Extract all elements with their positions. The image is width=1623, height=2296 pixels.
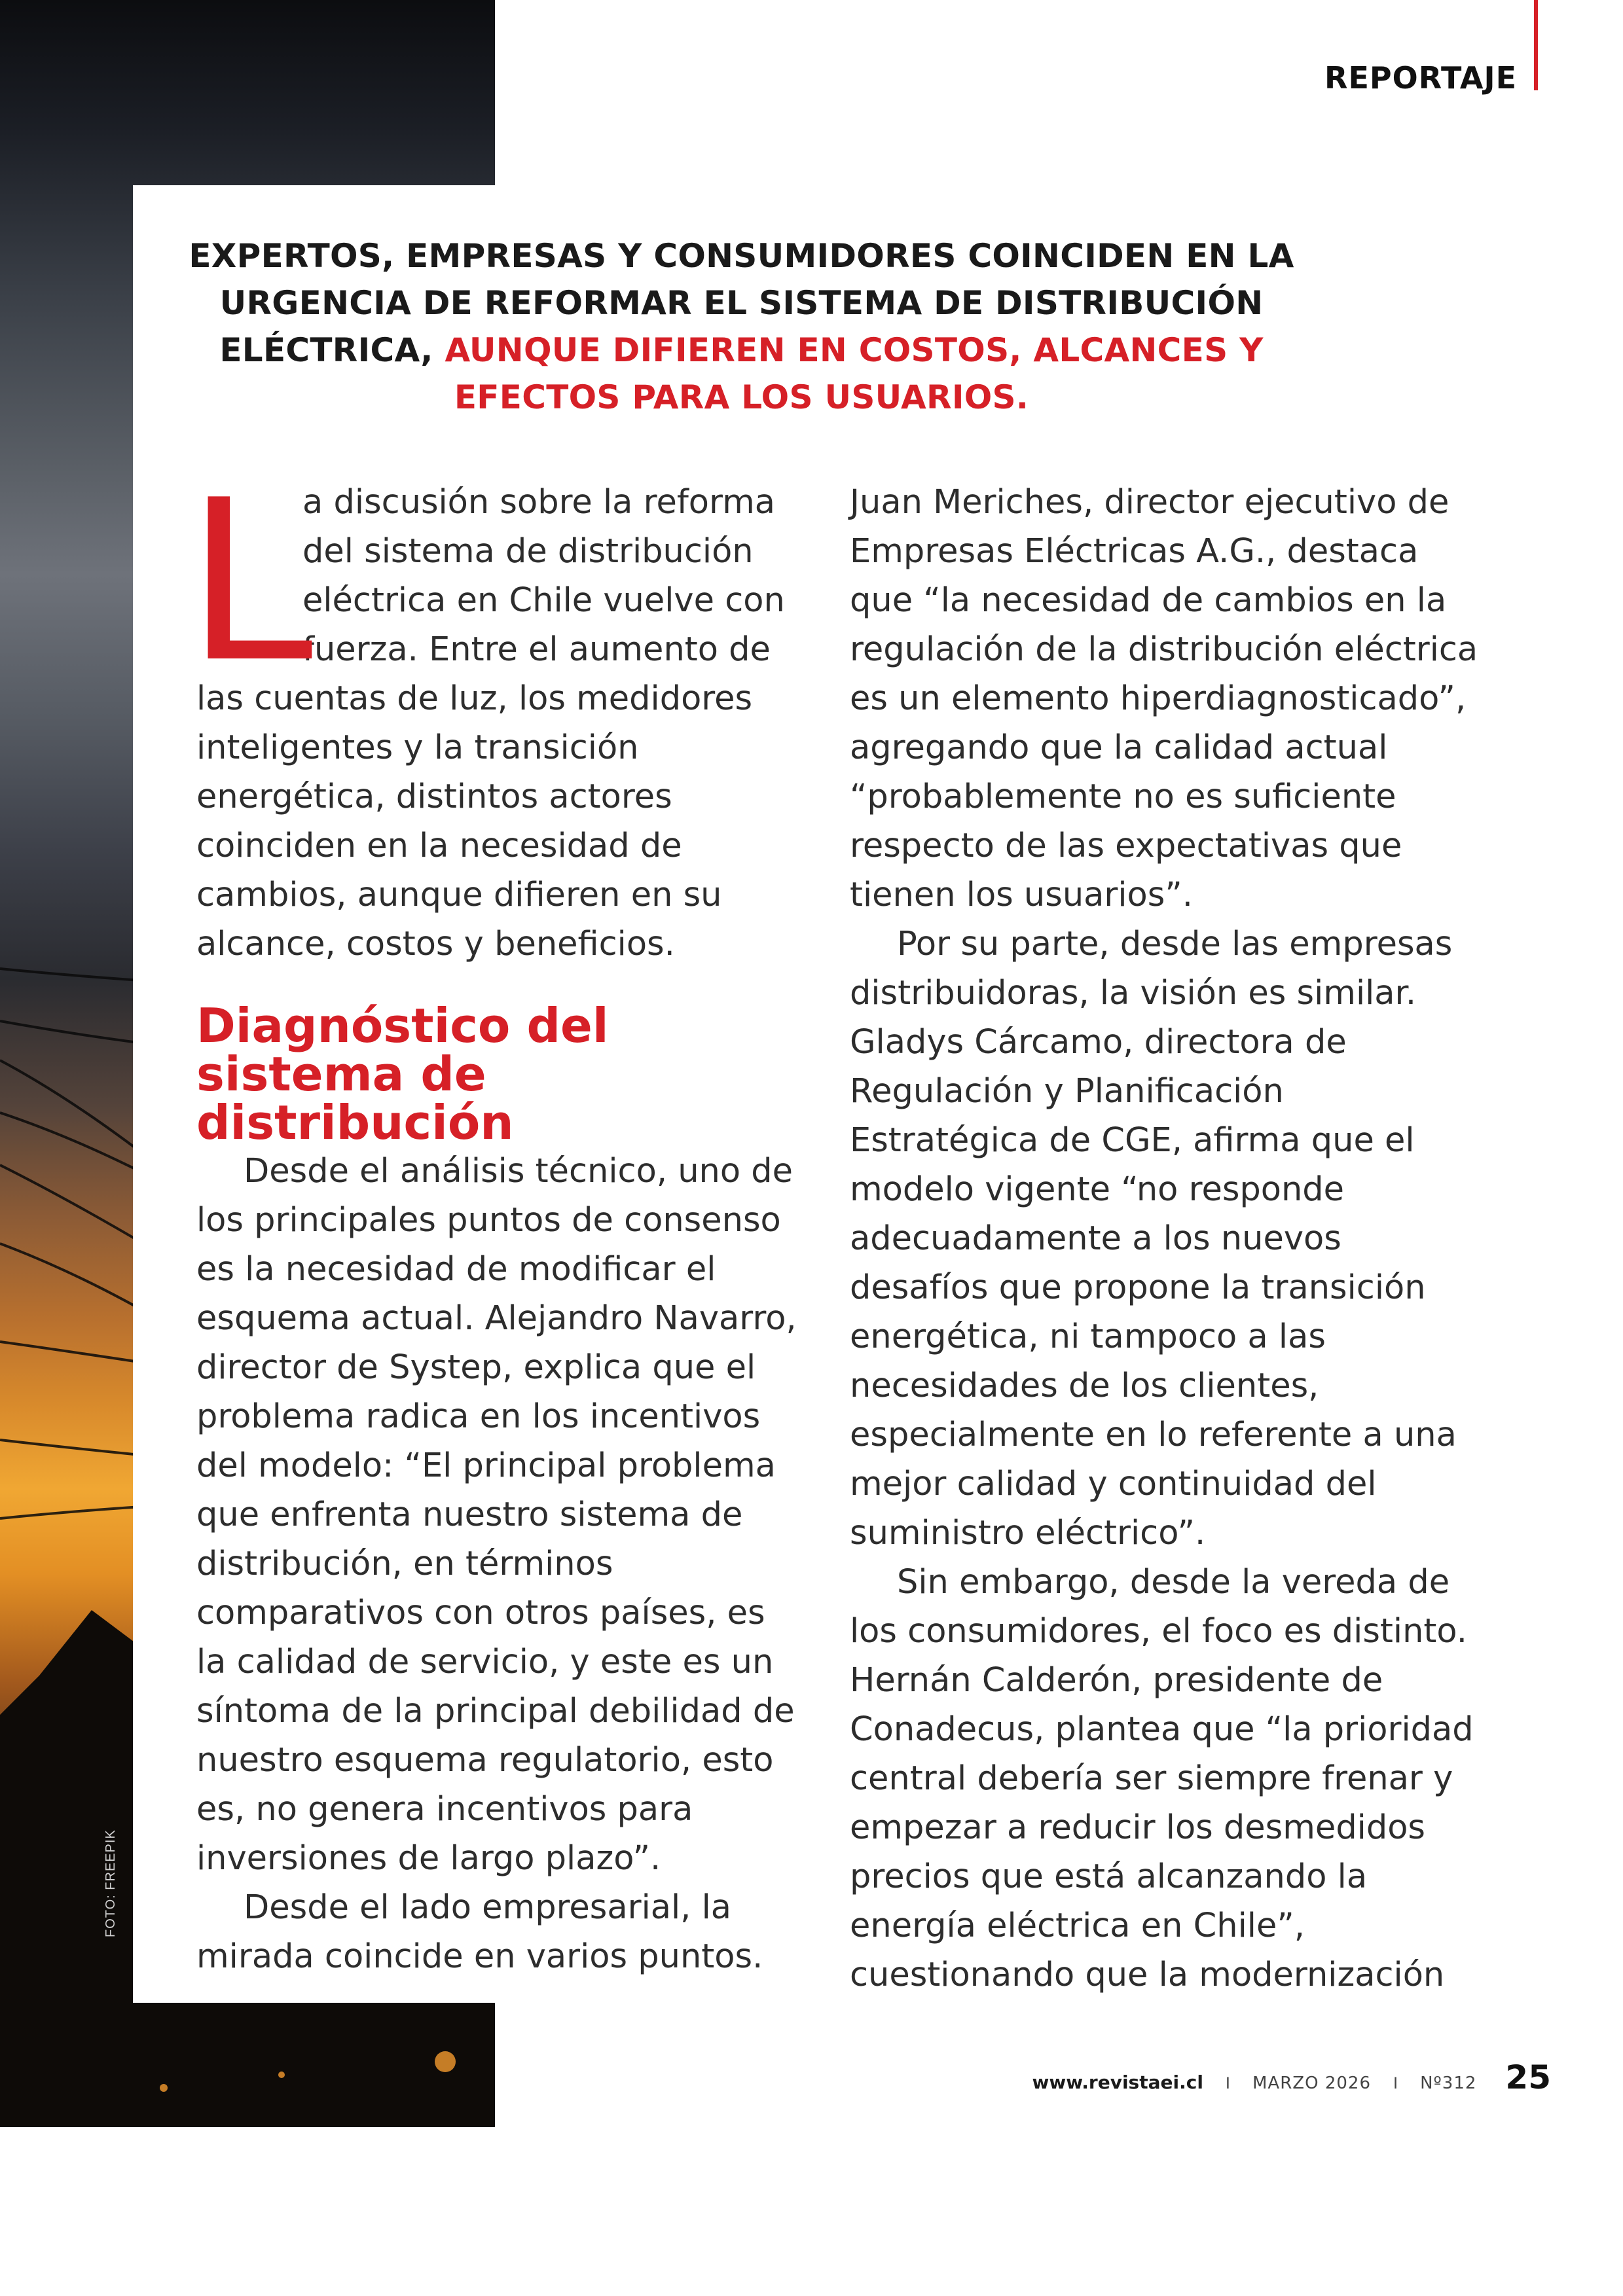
article-column-left — [189, 446, 799, 1981]
paragraph: Sin embargo, desde la vereda de los consumidores, el foco es distinto. Hernán Calderón, presidente de Conadecus, plantea que “la prioridad central debería ser siempre frenar y empezar a reducir los desmedidos precios que está alcanzando la energía eléctrica en Chile”, cuestionando que la modernización — [850, 1563, 1474, 1994]
intro-paragraph: a discusión sobre la reforma del sistema de distribución eléctrica en Chile vuelve con fuerza. Entre el aumento de las cuentas de luz, los medidores inteligentes y la transición energética, distintos actores coinciden en la necesidad de cambios, aunque difieren en su alcance, costos y beneficios. — [196, 483, 785, 963]
deck-black: EXPERTOS, EMPRESAS Y CONSUMIDORES COINCIDEN EN LA URGENCIA DE REFORMAR EL SISTEMA DE DISTRIBUCIÓN ELÉCTRICA, — [189, 237, 1294, 369]
deck-red: AUNQUE DIFIEREN EN COSTOS, ALCANCES Y EFECTOS PARA LOS USUARIOS. — [445, 331, 1264, 416]
article-deck — [170, 232, 1313, 421]
separator: I — [1225, 2074, 1230, 2092]
section-rule — [1534, 0, 1538, 90]
photo-credit: FOTO: FREEPIK — [103, 1829, 118, 1937]
paragraph: Desde el lado empresarial, la mirada coincide en varios puntos. — [196, 1888, 763, 1976]
paragraph: Juan Meriches, director ejecutivo de Empresas Eléctricas A.G., destaca que “la necesidad de cambios en la regulación de la distribución eléctrica es un elemento hiperdiagnosticado”, agregando que la calidad actual “probablemente no es suficiente respecto de las expectativas que tienen los usuarios”. — [850, 483, 1478, 914]
issue-month: MARZO 2026 — [1252, 2073, 1371, 2093]
dropcap: L — [189, 446, 320, 709]
issue-number: Nº312 — [1420, 2073, 1477, 2093]
section-label: REPORTAJE — [1324, 60, 1517, 96]
subhead: Diagnóstico del sistema de distribución — [196, 998, 609, 1150]
paragraph: Por su parte, desde las empresas distribuidoras, la visión es similar. Gladys Cárcamo, directora de Regulación y Planificación Estratégica de CGE, afirma que el modelo vigente “no responde adecuadamente a los nuevos desafíos que propone la transición energética, ni tampoco a las necesidades de los clientes, especialmente en lo referente a una mejor calidad y continuidad del suministro eléctrico”. — [850, 925, 1457, 1552]
separator: I — [1393, 2074, 1398, 2092]
article-column-right — [850, 478, 1478, 2000]
page-footer — [1032, 2058, 1551, 2098]
website-link[interactable]: www.revistaei.cl — [1032, 2072, 1203, 2093]
paragraph: Desde el análisis técnico, uno de los principales puntos de consenso es la necesidad de modificar el esquema actual. Alejandro Navarro, director de Systep, explica que el problema radica en los incentivos del modelo: “El principal problema que enfrenta nuestro sistema de distribución, en términos comparativos con otros países, es la calidad de servicio, y este es un síntoma de la principal debilidad de nuestro esquema regulatorio, esto es, no genera incentivos para inversiones de largo plazo”. — [196, 1152, 797, 1878]
page-number: 25 — [1505, 2058, 1551, 2096]
